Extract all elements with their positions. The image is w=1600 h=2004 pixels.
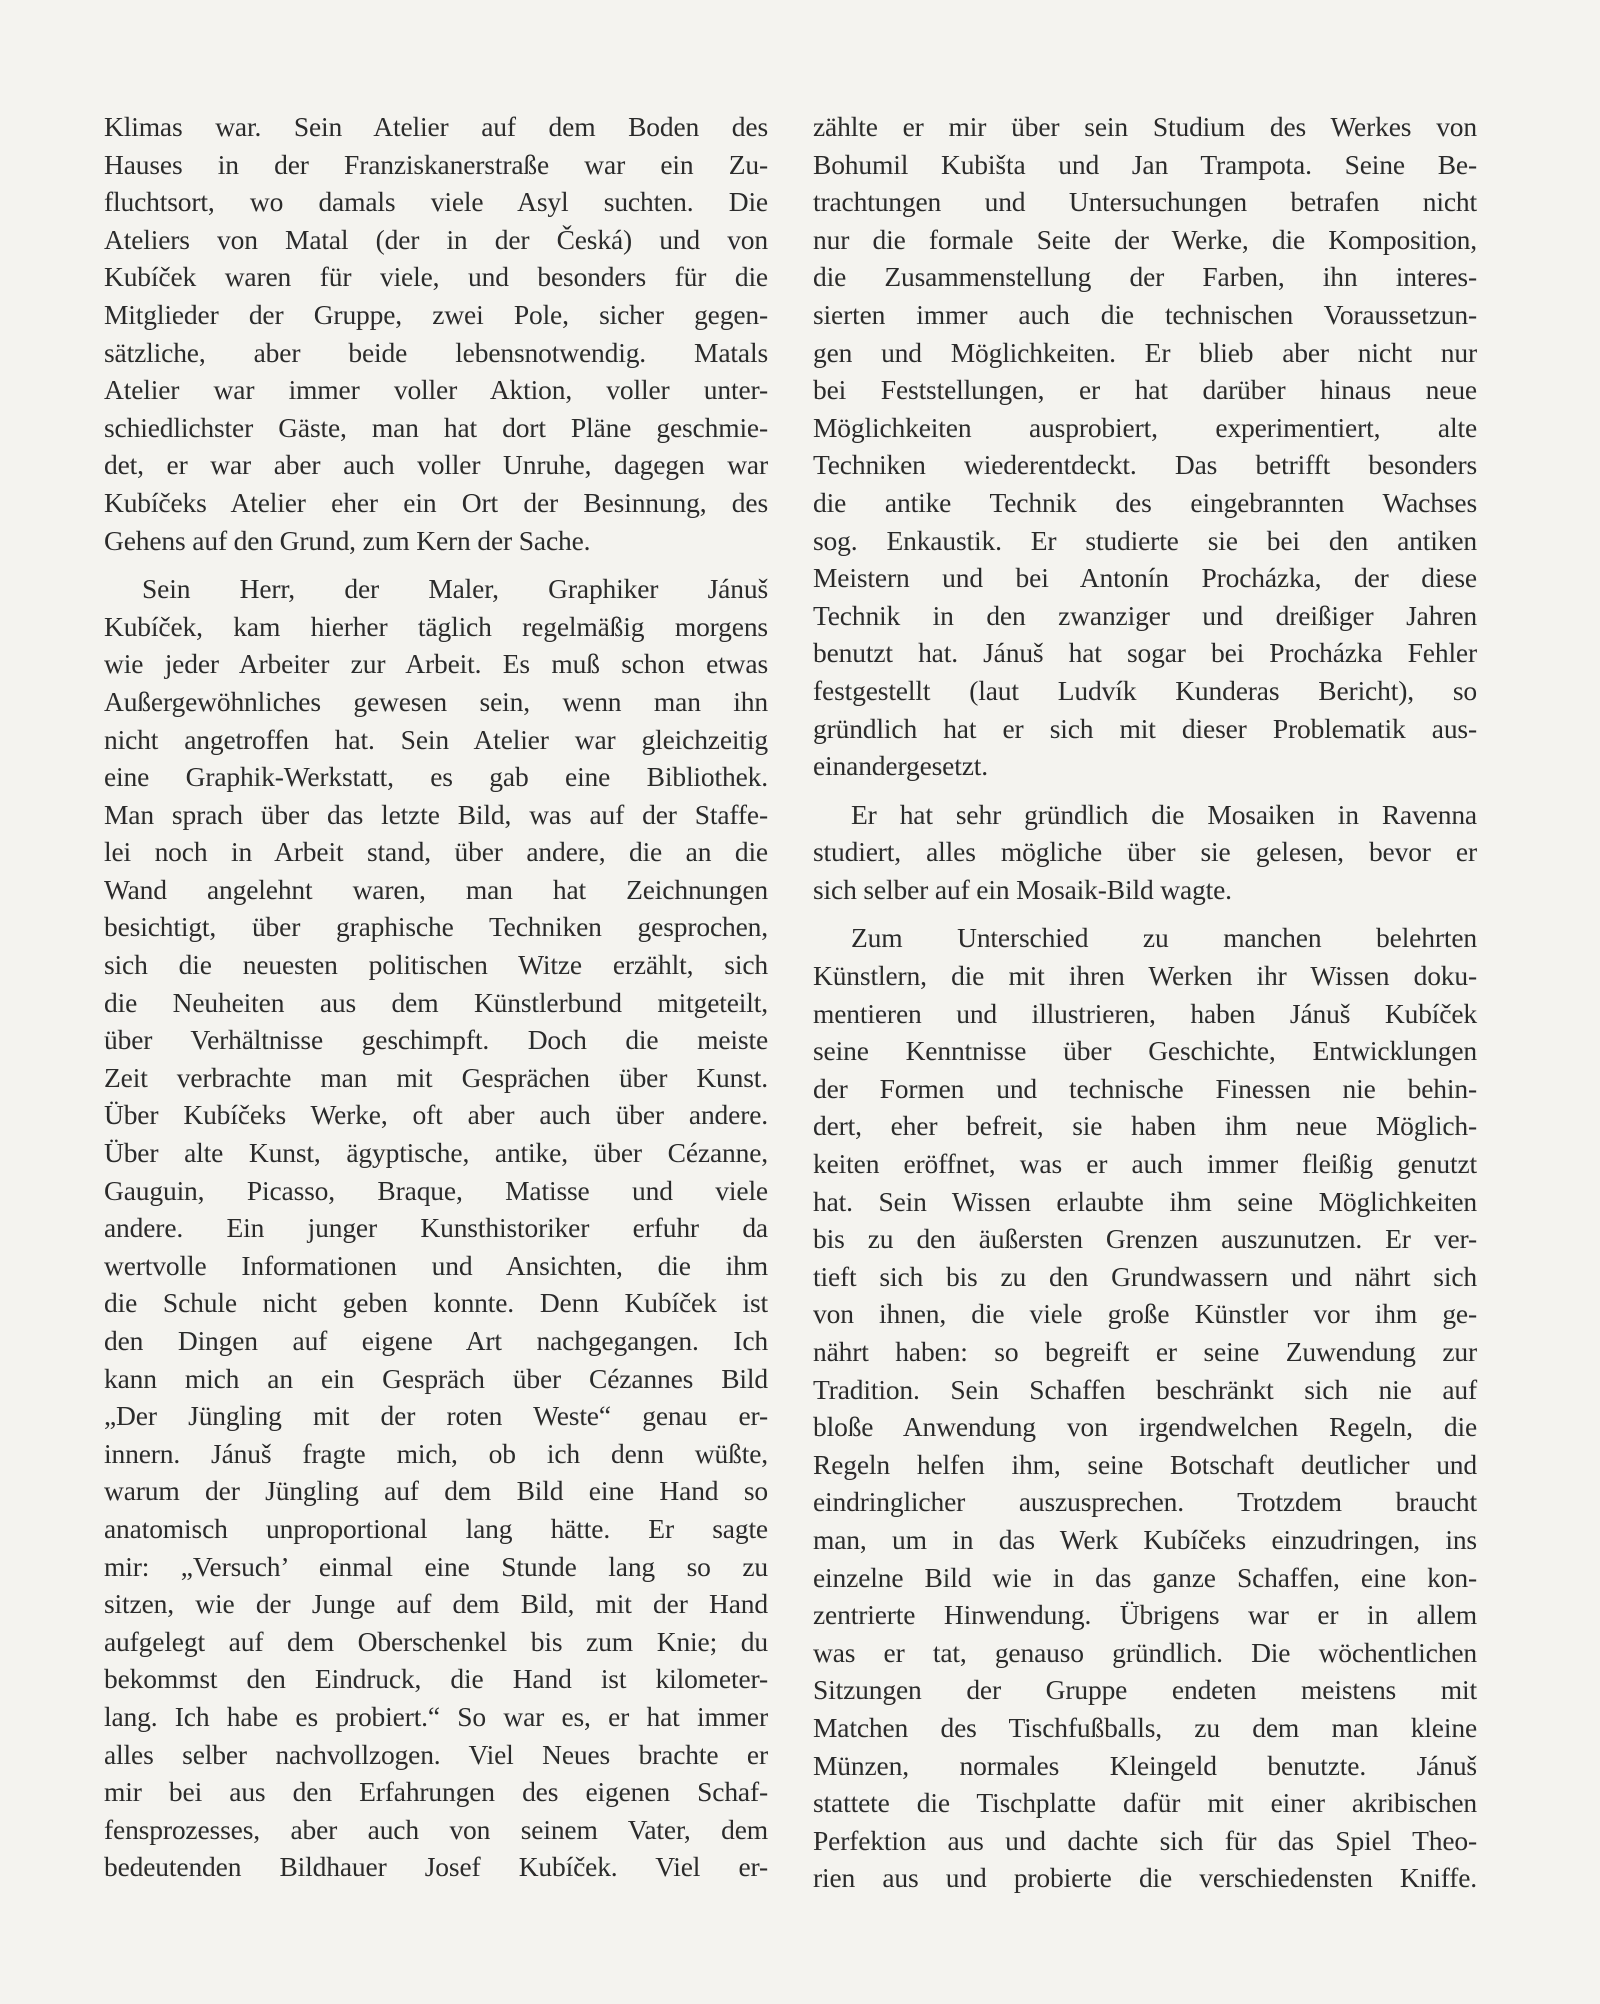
text-line: hat. Sein Wissen erlaubte ihm seine Möglichkeiten — [813, 1185, 1477, 1217]
text-line: anatomisch unproportional lang hätte. Er sagte — [104, 1512, 768, 1544]
text-line: tieft sich bis zu den Grundwassern und nährt sich — [813, 1260, 1477, 1292]
text-line: sitzen, wie der Junge auf dem Bild, mit der Hand — [104, 1588, 768, 1620]
text-line: nur die formale Seite der Werke, die Komposition, — [813, 223, 1477, 255]
paragraph-studium — [813, 108, 1477, 785]
text-line: trachtungen und Untersuchungen betrafen nicht — [813, 186, 1477, 218]
left-column — [104, 108, 768, 1886]
text-line: keiten eröffnet, was er auch immer fleißig genutzt — [813, 1148, 1477, 1180]
text-line: Möglichkeiten ausprobiert, experimentiert, alte — [813, 411, 1477, 443]
text-line: Hauses in der Franziskanerstraße war ein Zu- — [104, 148, 768, 180]
text-line: Kubíček waren für viele, und besonders für die — [104, 261, 768, 293]
text-line: besichtigt, über graphische Techniken gesprochen, — [104, 911, 768, 943]
text-line: seine Kenntnisse über Geschichte, Entwicklungen — [813, 1035, 1477, 1067]
text-line: Mitglieder der Gruppe, zwei Pole, sicher gegen- — [104, 298, 768, 330]
text-line: die Schule nicht geben konnte. Denn Kubíček ist — [104, 1287, 768, 1319]
text-line: Sitzungen der Gruppe endeten meistens mit — [813, 1674, 1477, 1706]
text-line: dert, eher befreit, sie haben ihm neue Möglich- — [813, 1110, 1477, 1142]
text-line: mir bei aus den Erfahrungen des eigenen Schaf- — [104, 1776, 768, 1808]
text-line: der Formen und technische Finessen nie behin- — [813, 1072, 1477, 1104]
text-line: innern. Jánuš fragte mich, ob ich denn wüßte, — [104, 1437, 768, 1469]
text-line: Sein Herr, der Maler, Graphiker Jánuš — [142, 573, 768, 605]
text-line: festgestellt (laut Ludvík Kunderas Bericht), so — [813, 674, 1477, 706]
text-line: nährt haben: so begreift er seine Zuwendung zur — [813, 1336, 1477, 1367]
text-line: Matchen des Tischfußballs, zu dem man kleine — [813, 1711, 1477, 1743]
text-line: lang. Ich habe es probiert.“ So war es, er hat immer — [104, 1700, 768, 1732]
text-line: Gehens auf den Grund, zum Kern der Sache. — [104, 524, 591, 556]
text-line: Atelier war immer voller Aktion, voller unter- — [104, 374, 768, 406]
text-line: sierten immer auch die technischen Voraussetzun- — [813, 298, 1477, 330]
text-line: fensprozesses, aber auch von seinem Vater, dem — [104, 1813, 768, 1845]
text-line: Zeit verbrachte man mit Gesprächen über Kunst. — [104, 1061, 768, 1093]
paragraph-unterschied — [813, 919, 1477, 1896]
text-line: mir: „Versuch’ einmal eine Stunde lang so zu — [104, 1550, 768, 1582]
text-line: eine Graphik-Werkstatt, es gab eine Bibliothek. — [104, 761, 768, 793]
text-line: bedeutenden Bildhauer Josef Kubíček. Viel er- — [104, 1851, 768, 1883]
text-line: Zum Unterschied zu manchen belehrten — [851, 922, 1477, 954]
text-line: einzelne Bild wie in das ganze Schaffen, eine kon- — [813, 1561, 1477, 1593]
text-line: Meistern und bei Antonín Procházka, der diese — [813, 562, 1477, 594]
paragraph-atelier-description — [104, 108, 768, 559]
text-line: Regeln helfen ihm, seine Botschaft deutlicher und — [813, 1448, 1477, 1480]
text-line: sätzliche, aber beide lebensnotwendig. Matals — [104, 336, 768, 368]
text-line: Über alte Kunst, ägyptische, antike, über Cézanne, — [104, 1137, 768, 1169]
text-line: Technik in den zwanziger und dreißiger Jahren — [813, 599, 1477, 631]
text-line: Wand angelehnt waren, man hat Zeichnungen — [104, 873, 768, 905]
text-line: Gauguin, Picasso, Braque, Matisse und viele — [104, 1174, 768, 1206]
text-line: aufgelegt auf dem Oberschenkel bis zum Knie; du — [104, 1625, 768, 1657]
text-line: gen und Möglichkeiten. Er blieb aber nicht nur — [813, 336, 1477, 368]
text-line: lei noch in Arbeit stand, über andere, die an die — [104, 836, 768, 868]
text-line: schiedlichster Gäste, man hat dort Pläne geschmie- — [104, 411, 768, 443]
text-line: man, um in das Werk Kubíčeks einzudringen, ins — [813, 1523, 1477, 1555]
text-line: wertvolle Informationen und Ansichten, die ihm — [104, 1249, 768, 1281]
text-line: Kubíček, kam hierher täglich regelmäßig morgens — [104, 610, 768, 642]
paragraph-ravenna — [813, 796, 1477, 909]
text-line: Er hat sehr gründlich die Mosaiken in Ravenna — [851, 798, 1477, 830]
text-line: die Zusammenstellung der Farben, ihn interes- — [813, 261, 1477, 293]
text-line: Außergewöhnliches gewesen sein, wenn man ihn — [104, 685, 768, 717]
text-line: nicht angetroffen hat. Sein Atelier war gleichzeitig — [104, 723, 768, 755]
text-line: einandergesetzt. — [813, 750, 988, 782]
text-line: andere. Ein junger Kunsthistoriker erfuhr da — [104, 1212, 768, 1244]
text-line: mentieren und illustrieren, haben Jánuš Kubíček — [813, 997, 1477, 1029]
text-line: Perfektion aus und dachte sich für das Spiel Theo- — [813, 1824, 1477, 1856]
text-line: rien aus und probierte die verschiedensten Kniffe. — [813, 1862, 1477, 1894]
text-line: zählte er mir über sein Studium des Werkes von — [813, 111, 1477, 142]
text-line: Tradition. Sein Schaffen beschränkt sich nie auf — [813, 1373, 1477, 1405]
text-line: zentrierte Hinwendung. Übrigens war er in allem — [813, 1599, 1477, 1631]
text-line: bekommst den Eindruck, die Hand ist kilometer- — [104, 1663, 768, 1695]
text-line: benutzt hat. Jánuš hat sogar bei Procházka Fehler — [813, 637, 1477, 669]
text-line: was er tat, genauso gründlich. Die wöchentlichen — [813, 1636, 1477, 1668]
right-column — [813, 108, 1477, 1897]
text-line: Kubíčeks Atelier eher ein Ort der Besinnung, des — [104, 486, 768, 518]
text-line: die antike Technik des eingebrannten Wachses — [813, 486, 1477, 518]
text-line: det, er war aber auch voller Unruhe, dagegen war — [104, 449, 768, 481]
text-line: stattete die Tischplatte dafür mit einer akribischen — [813, 1787, 1477, 1819]
text-line: kann mich an ein Gespräch über Cézannes Bild — [104, 1362, 768, 1394]
text-line: warum der Jüngling auf dem Bild eine Hand so — [104, 1475, 768, 1507]
paragraph-sein-herr — [104, 570, 768, 1886]
text-line: alles selber nachvollzogen. Viel Neues brachte er — [104, 1738, 768, 1770]
text-line: über Verhältnisse geschimpft. Doch die meiste — [104, 1024, 768, 1056]
text-line: Bohumil Kubišta und Jan Trampota. Seine Be- — [813, 148, 1477, 180]
text-line: Künstlern, die mit ihren Werken ihr Wissen doku- — [813, 960, 1477, 992]
text-line: bei Feststellungen, er hat darüber hinaus neue — [813, 374, 1477, 406]
text-line: die Neuheiten aus dem Künstlerbund mitgeteilt, — [104, 986, 768, 1018]
text-line: eindringlicher auszusprechen. Trotzdem braucht — [813, 1486, 1477, 1518]
text-line: sich die neuesten politischen Witze erzählt, sich — [104, 949, 768, 981]
text-line: sich selber auf ein Mosaik-Bild wagte. — [813, 873, 1232, 905]
text-line: Techniken wiederentdeckt. Das betrifft besonders — [813, 449, 1477, 481]
text-line: Klimas war. Sein Atelier auf dem Boden des — [104, 111, 768, 142]
text-line: Man sprach über das letzte Bild, was auf der Staffe- — [104, 798, 768, 830]
text-line: studiert, alles mögliche über sie gelesen, bevor er — [813, 836, 1477, 868]
text-line: sog. Enkaustik. Er studierte sie bei den antiken — [813, 524, 1477, 556]
text-line: wie jeder Arbeiter zur Arbeit. Es muß schon etwas — [104, 648, 768, 680]
text-line: „Der Jüngling mit der roten Weste“ genau er- — [104, 1400, 768, 1432]
text-line: Ateliers von Matal (der in der Česká) und von — [104, 223, 768, 255]
text-line: den Dingen auf eigene Art nachgegangen. Ich — [104, 1325, 768, 1356]
text-line: gründlich hat er sich mit dieser Problematik aus- — [813, 712, 1477, 744]
text-line: bis zu den äußersten Grenzen auszunutzen. Er ver- — [813, 1223, 1477, 1255]
text-line: Über Kubíčeks Werke, oft aber auch über andere. — [104, 1099, 768, 1131]
text-line: bloße Anwendung von irgendwelchen Regeln, die — [813, 1411, 1477, 1443]
text-line: Münzen, normales Kleingeld benutzte. Jánuš — [813, 1749, 1477, 1781]
text-line: fluchtsort, wo damals viele Asyl suchten. Die — [104, 186, 768, 218]
text-line: von ihnen, die viele große Künstler vor ihm ge- — [813, 1298, 1477, 1330]
